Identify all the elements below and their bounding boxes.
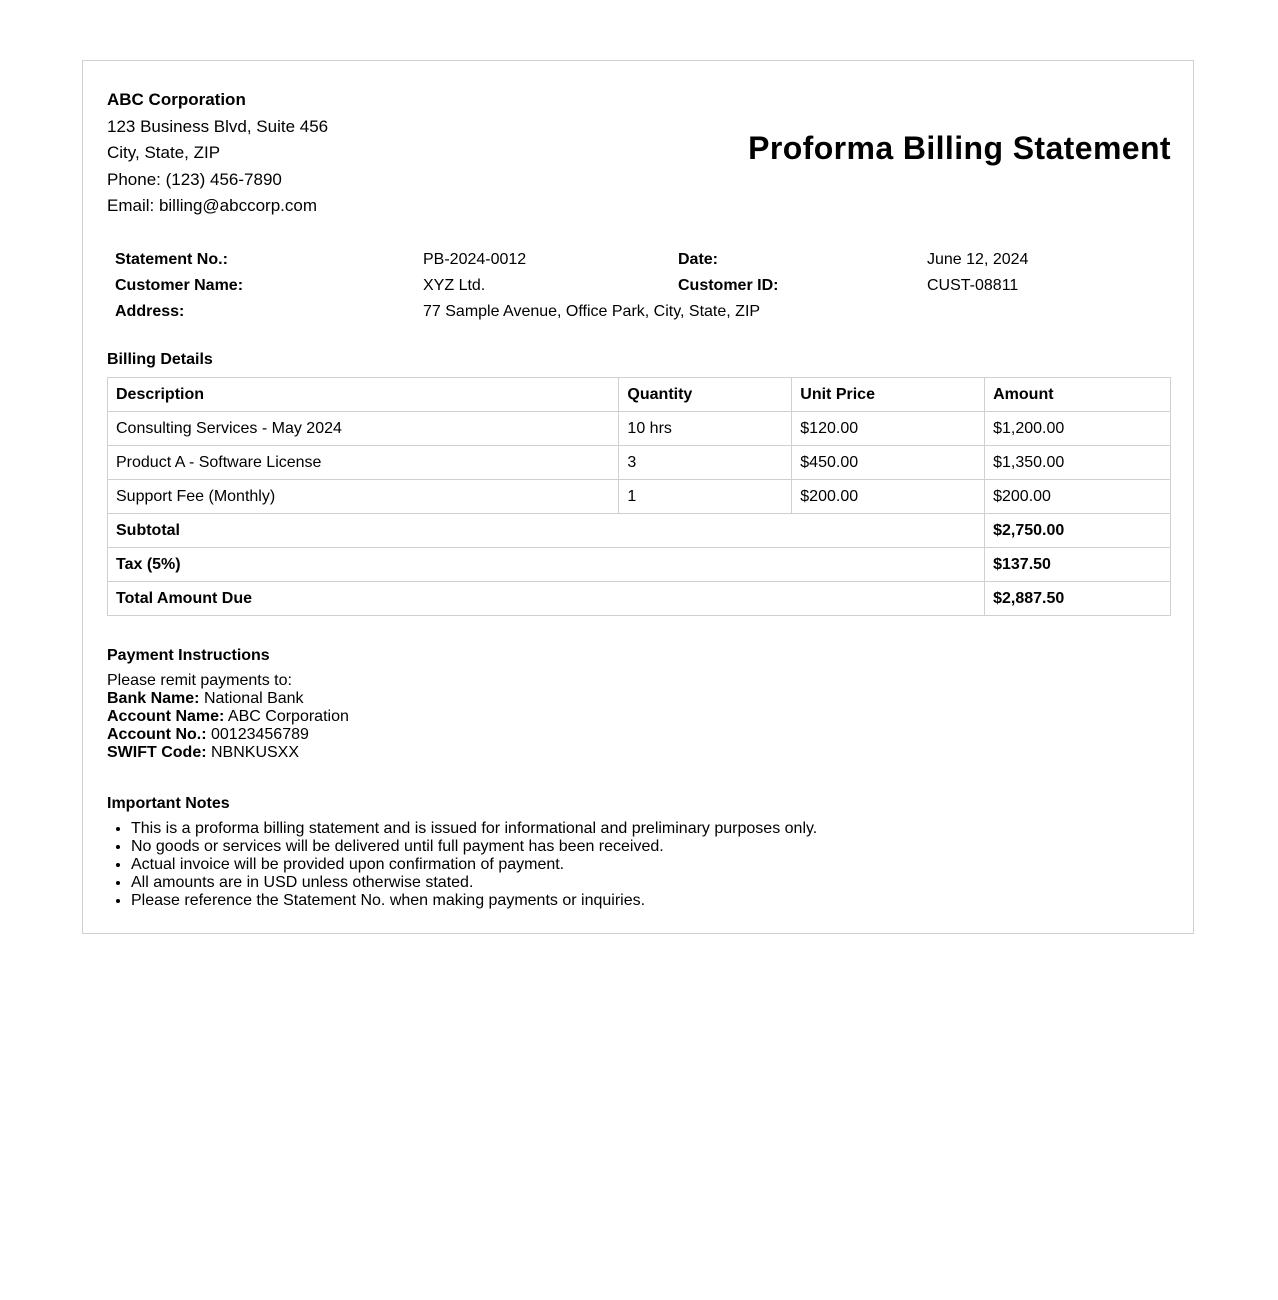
customer-name-label: Customer Name: <box>115 277 244 294</box>
column-header-quantity: Quantity <box>619 378 792 412</box>
statement-no-label: Statement No.: <box>115 251 228 268</box>
subtotal-row <box>108 514 1171 548</box>
tax-value: $137.50 <box>985 548 1171 582</box>
document-title: Proforma Billing Statement <box>748 130 1171 166</box>
info-row <box>107 299 1171 325</box>
total-label: Total Amount Due <box>108 582 985 616</box>
item-description: Consulting Services - May 2024 <box>108 412 619 446</box>
item-quantity: 1 <box>619 480 792 514</box>
total-row <box>108 582 1171 616</box>
column-header-description: Description <box>108 378 619 412</box>
item-amount: $200.00 <box>985 480 1171 514</box>
swift-code-label: SWIFT Code: <box>107 744 207 761</box>
bank-name-label: Bank Name: <box>107 690 200 707</box>
item-unit-price: $200.00 <box>792 480 985 514</box>
company-name: ABC Corporation <box>107 90 246 109</box>
item-amount: $1,350.00 <box>985 446 1171 480</box>
company-info <box>107 87 328 220</box>
table-row <box>108 446 1171 480</box>
company-phone: Phone: (123) 456-7890 <box>107 169 282 189</box>
billing-table <box>107 377 1171 616</box>
account-no-value: 00123456789 <box>211 726 309 743</box>
statement-no-value: PB-2024-0012 <box>423 251 527 268</box>
customer-name-value: XYZ Ltd. <box>423 277 486 294</box>
billing-statement-sheet <box>82 60 1194 934</box>
payment-instructions <box>107 672 349 762</box>
statement-header <box>107 87 1171 221</box>
company-address-line1: 123 Business Blvd, Suite 456 <box>107 116 329 136</box>
company-email: Email: billing@abccorp.com <box>107 196 318 215</box>
info-row <box>107 273 1171 299</box>
info-row <box>107 247 1171 273</box>
list-item: • No goods or services will be delivered until full payment has been received. <box>131 838 817 856</box>
important-notes-list <box>107 820 817 910</box>
account-name-label: Account Name: <box>107 708 225 725</box>
date-value: June 12, 2024 <box>927 251 1029 268</box>
account-name-value: ABC Corporation <box>227 708 349 725</box>
swift-code-line <box>107 744 349 762</box>
item-description: Support Fee (Monthly) <box>108 480 619 514</box>
column-header-amount: Amount <box>985 378 1171 412</box>
item-quantity: 3 <box>619 446 792 480</box>
important-notes-title: Important Notes <box>107 795 230 812</box>
item-unit-price: $120.00 <box>792 412 985 446</box>
item-quantity: 10 hrs <box>619 412 792 446</box>
bank-name-value: National Bank <box>203 690 304 707</box>
payment-intro: Please remit payments to: <box>107 672 292 689</box>
list-item: • All amounts are in USD unless otherwise stated. <box>131 874 817 892</box>
table-row <box>108 412 1171 446</box>
list-item: • Actual invoice will be provided upon confirmation of payment. <box>131 856 817 874</box>
account-name-line <box>107 708 349 726</box>
column-header-unit-price: Unit Price <box>792 378 985 412</box>
swift-code-value: NBNKUSXX <box>211 744 300 761</box>
list-item: • Please reference the Statement No. when making payments or inquiries. <box>131 892 817 910</box>
tax-label: Tax (5%) <box>108 548 985 582</box>
account-no-line <box>107 726 349 744</box>
subtotal-label: Subtotal <box>108 514 985 548</box>
address-label: Address: <box>115 303 185 320</box>
item-unit-price: $450.00 <box>792 446 985 480</box>
account-no-label: Account No.: <box>107 726 207 743</box>
subtotal-value: $2,750.00 <box>985 514 1171 548</box>
billing-table-header-row <box>108 378 1171 412</box>
tax-row <box>108 548 1171 582</box>
customer-id-value: CUST-08811 <box>927 277 1019 294</box>
item-amount: $1,200.00 <box>985 412 1171 446</box>
date-label: Date: <box>678 251 719 268</box>
list-item: • This is a proforma billing statement and is issued for informational and preliminary purposes only. <box>131 820 817 838</box>
payment-instructions-title: Payment Instructions <box>107 647 270 664</box>
billing-details-title: Billing Details <box>107 351 213 368</box>
item-description: Product A - Software License <box>108 446 619 480</box>
bank-name-line <box>107 690 349 708</box>
statement-info-table <box>107 247 1171 325</box>
address-value: 77 Sample Avenue, Office Park, City, State, ZIP <box>423 303 761 320</box>
total-value: $2,887.50 <box>985 582 1171 616</box>
table-row <box>108 480 1171 514</box>
company-address-line2: City, State, ZIP <box>107 143 221 162</box>
customer-id-label: Customer ID: <box>678 277 779 294</box>
